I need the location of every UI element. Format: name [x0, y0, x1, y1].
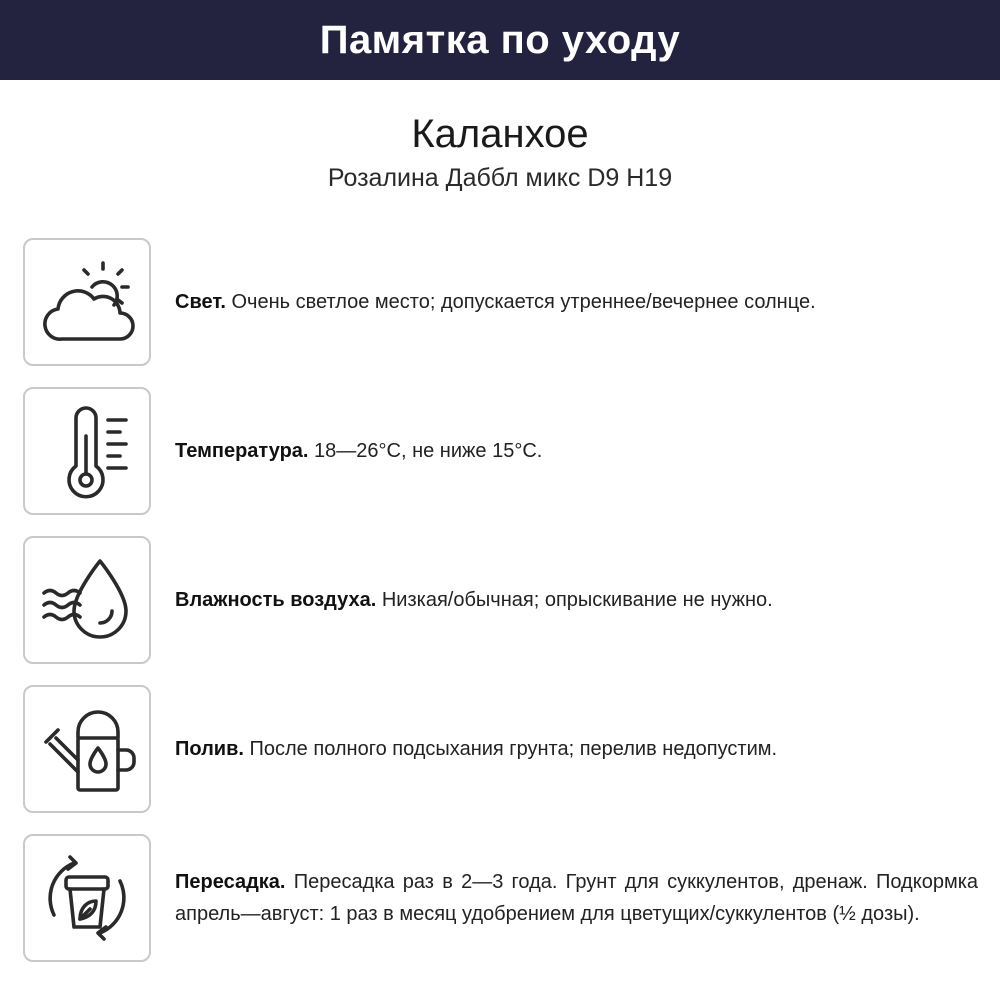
plant-variety: Розалина Даббл микс D9 H19: [327, 164, 673, 192]
care-item-light: [23, 238, 978, 366]
water-drop-humidity-icon: [23, 536, 151, 664]
thermometer-icon: [23, 387, 151, 515]
page-title: Памятка по уходу: [319, 17, 681, 62]
care-item-watering: [23, 685, 978, 813]
care-item-text: [175, 536, 978, 664]
care-item-text: [175, 685, 978, 813]
care-item-repotting: [23, 834, 978, 962]
care-item-label: Свет.: [175, 291, 226, 313]
care-item-label: Полив.: [175, 738, 244, 760]
sun-cloud-icon: [23, 238, 151, 366]
care-item-text: [175, 834, 978, 962]
repot-icon: [23, 834, 151, 962]
plant-name: Каланхое: [411, 112, 589, 156]
care-item-temperature: [23, 387, 978, 515]
care-item-label: Температура.: [175, 440, 309, 462]
care-item-description: Очень светлое место; допускается утреннее/вечернее солнце.: [231, 291, 816, 313]
care-item-label: Пересадка.: [175, 871, 286, 893]
care-item-humidity: [23, 536, 978, 664]
care-item-label: Влажность воздуха.: [175, 589, 377, 611]
watering-can-icon: [23, 685, 151, 813]
care-item-text: [175, 387, 978, 515]
care-item-description: 18—26°C, не ниже 15°C.: [314, 440, 543, 462]
care-item-description: После полного подсыхания грунта; перелив недопустим.: [249, 738, 778, 760]
page-header: [0, 0, 1000, 80]
care-item-text: [175, 238, 978, 366]
care-item-description: Низкая/обычная; опрыскивание не нужно.: [381, 589, 773, 611]
care-item-description: Пересадка раз в 2—3 года. Грунт для суккулентов, дренаж. Подкормка апрель—август: 1 раз в месяц удобрением для цветущих/суккулентов (½ дозы).: [175, 871, 979, 925]
